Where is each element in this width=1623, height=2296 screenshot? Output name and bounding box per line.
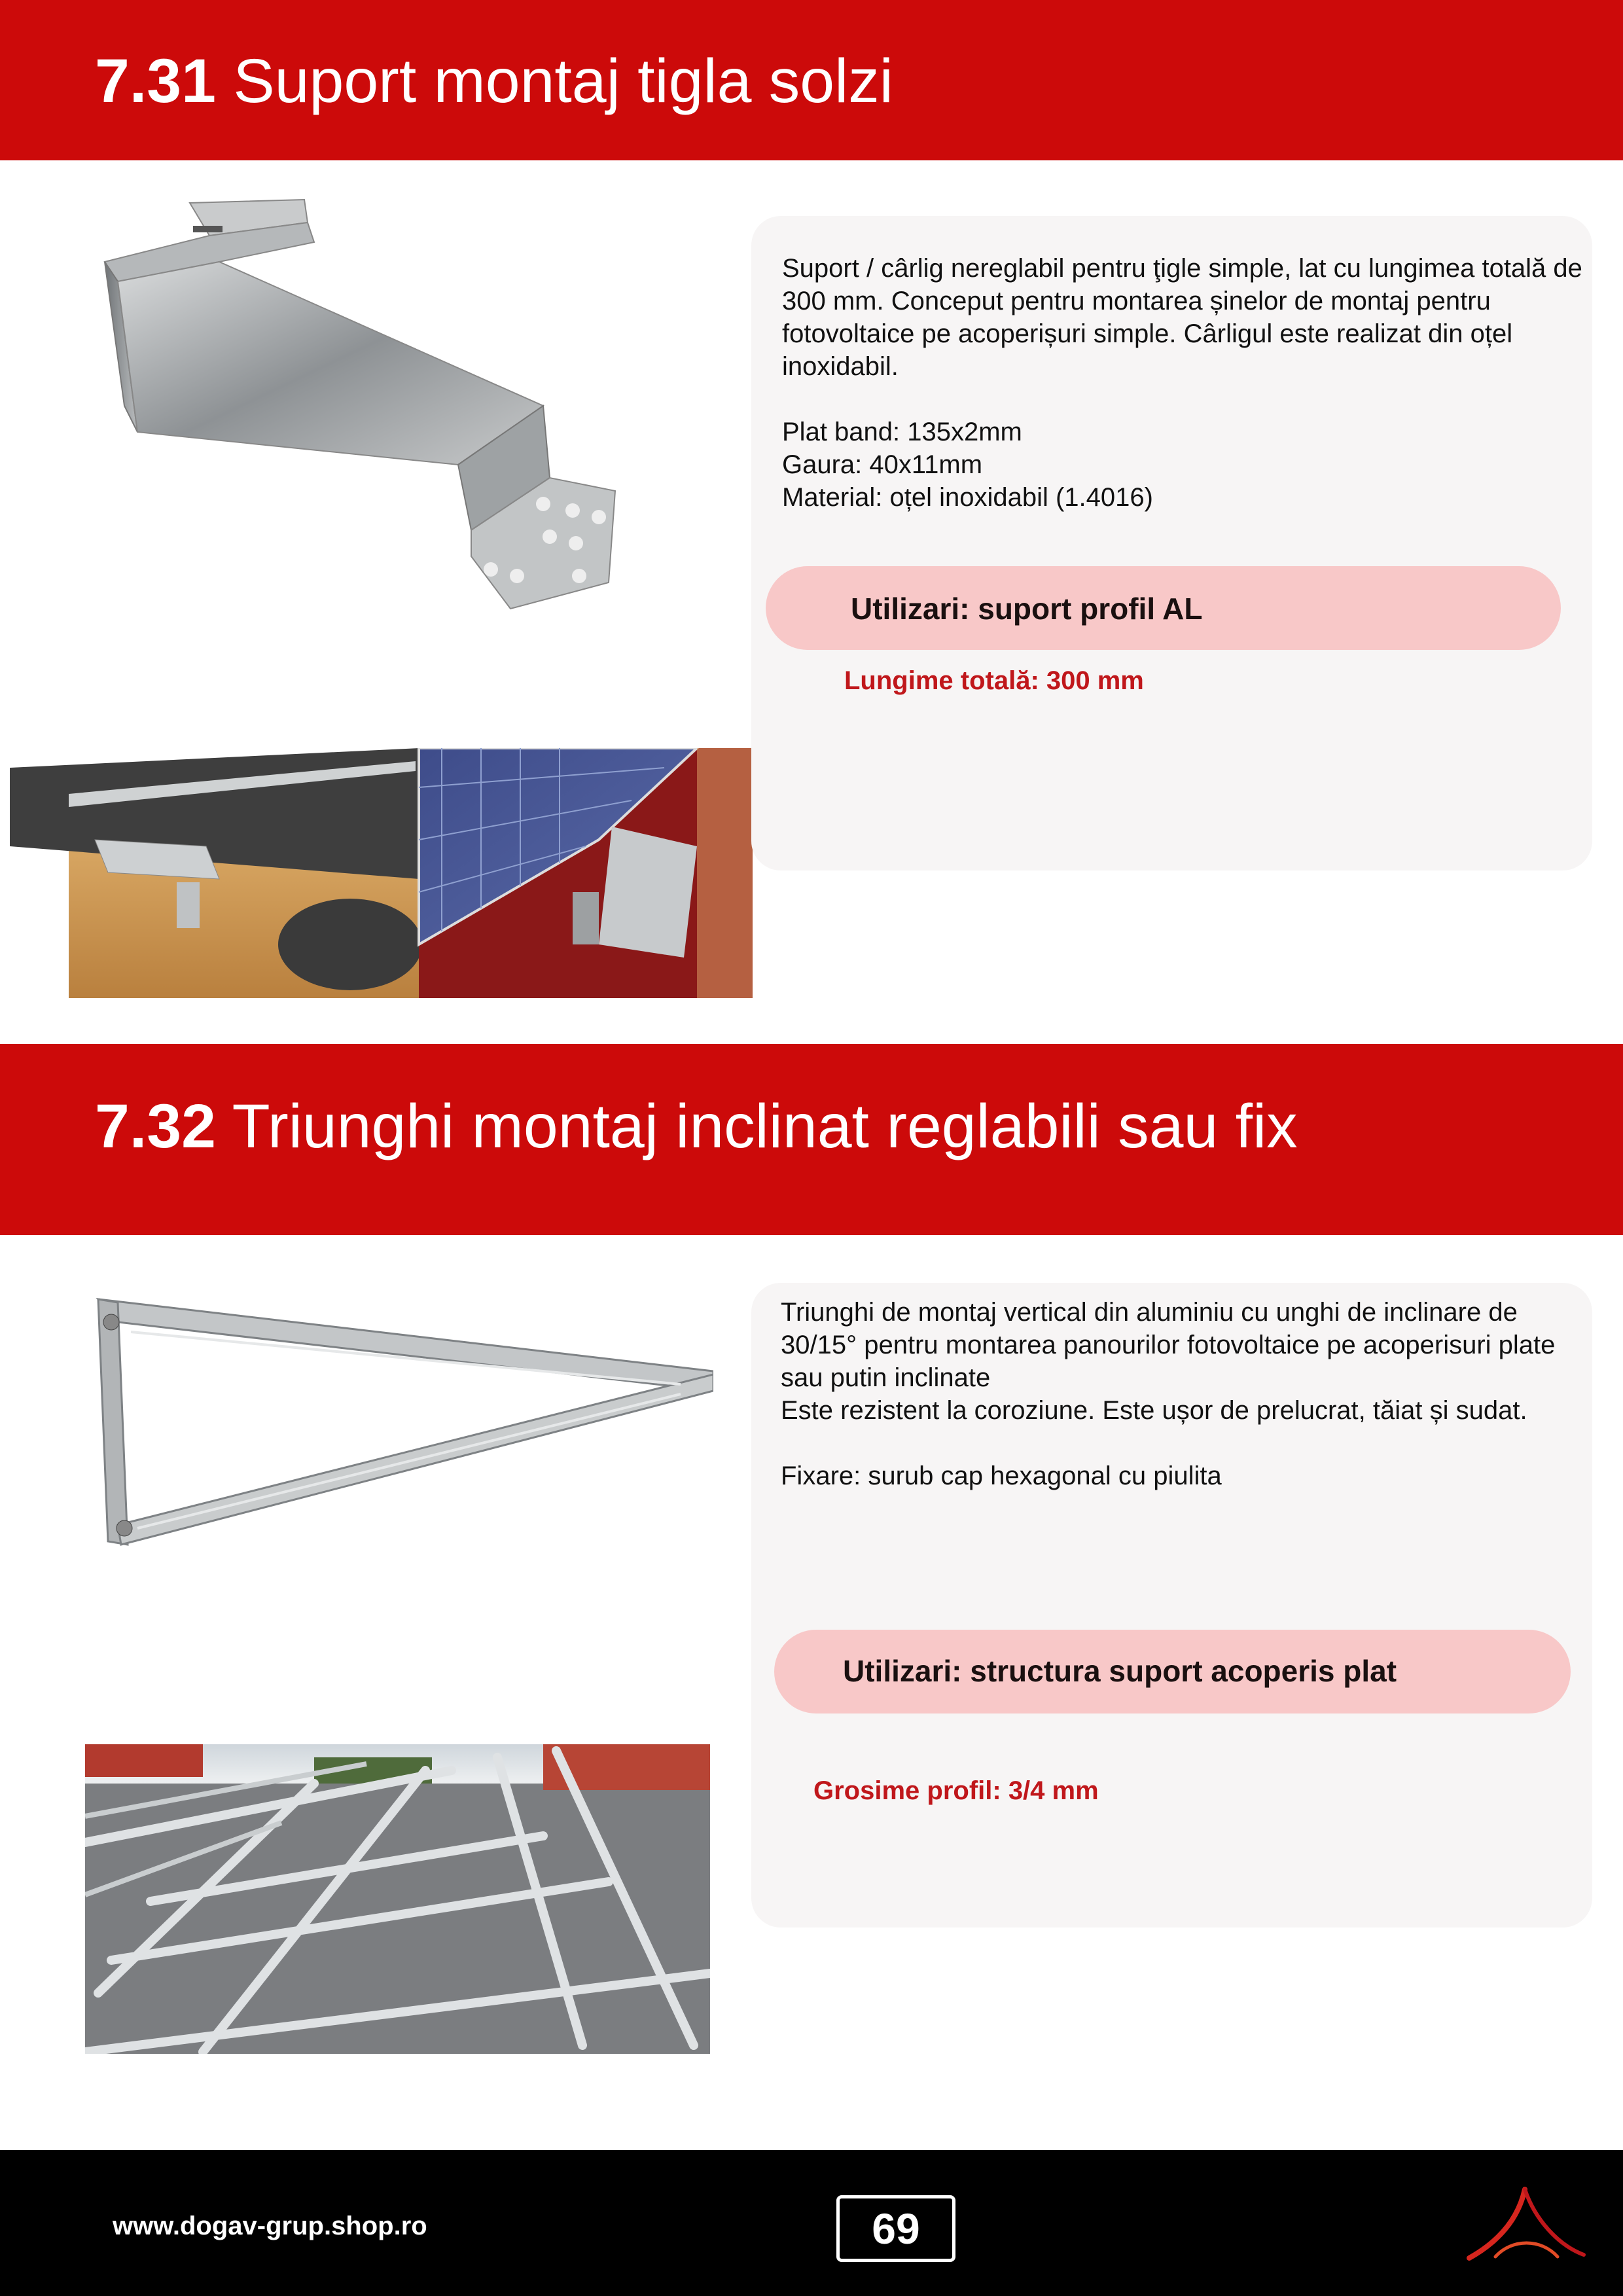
usage-text: Utilizari: suport profil AL (851, 592, 1203, 626)
description-text: Suport / cârlig nereglabil pentru ţigle simple, lat cu lungimea totală de 300 mm. Conceput pentru montarea șinelor de montaj pentru fotovoltaice pe acoperișuri simple. Cârligul este realizat din oțel inoxidabil. (782, 254, 1582, 381)
website-link[interactable]: www.dogav-grup.shop.ro (113, 2212, 427, 2240)
roof-installation-image (10, 748, 753, 998)
usage-text: Utilizari: structura suport acoperis plat (843, 1654, 1397, 1688)
company-logo-icon (1459, 2179, 1590, 2271)
description-text: Triunghi de montaj vertical din aluminiu cu unghi de inclinare de 30/15° pentru montarea panourilor fotovoltaice pe acoperisuri plate sau putin inclinate (781, 1298, 1556, 1392)
spec-line: Plat band: 135x2mm (782, 418, 1022, 446)
usage-pill-731 (766, 566, 1561, 650)
page-footer (0, 2150, 1623, 2296)
section-title-text: Suport montaj tigla solzi (233, 46, 893, 116)
section-header-731 (0, 0, 1623, 160)
section-title-text: Triunghi montaj inclinat reglabili sau fix (232, 1092, 1298, 1161)
section-title-732 (95, 1091, 1298, 1162)
flat-roof-structure-image (85, 1744, 710, 2054)
fixing-text: Fixare: surub cap hexagonal cu piulita (781, 1462, 1222, 1490)
description-text: Este rezistent la coroziune. Este ușor de prelucrat, tăiat și sudat. (781, 1396, 1527, 1425)
spec-line: Material: oțel inoxidabil (1.4016) (782, 483, 1153, 512)
usage-pill-732 (774, 1630, 1571, 1713)
mounting-triangle-image (92, 1293, 713, 1554)
highlight-spec-732: Grosime profil: 3/4 mm (813, 1776, 1099, 1805)
product-description-732 (781, 1296, 1592, 1492)
spec-line: Gaura: 40x11mm (782, 450, 983, 479)
section-number: 7.31 (95, 46, 216, 116)
page-number: 69 (836, 2195, 955, 2262)
section-title-731 (95, 46, 893, 117)
section-header-732 (0, 1044, 1623, 1235)
roof-hook-product-image (92, 190, 628, 615)
highlight-spec-731: Lungime totală: 300 mm (844, 666, 1144, 695)
product-description-731 (782, 252, 1587, 514)
section-number: 7.32 (95, 1092, 216, 1161)
